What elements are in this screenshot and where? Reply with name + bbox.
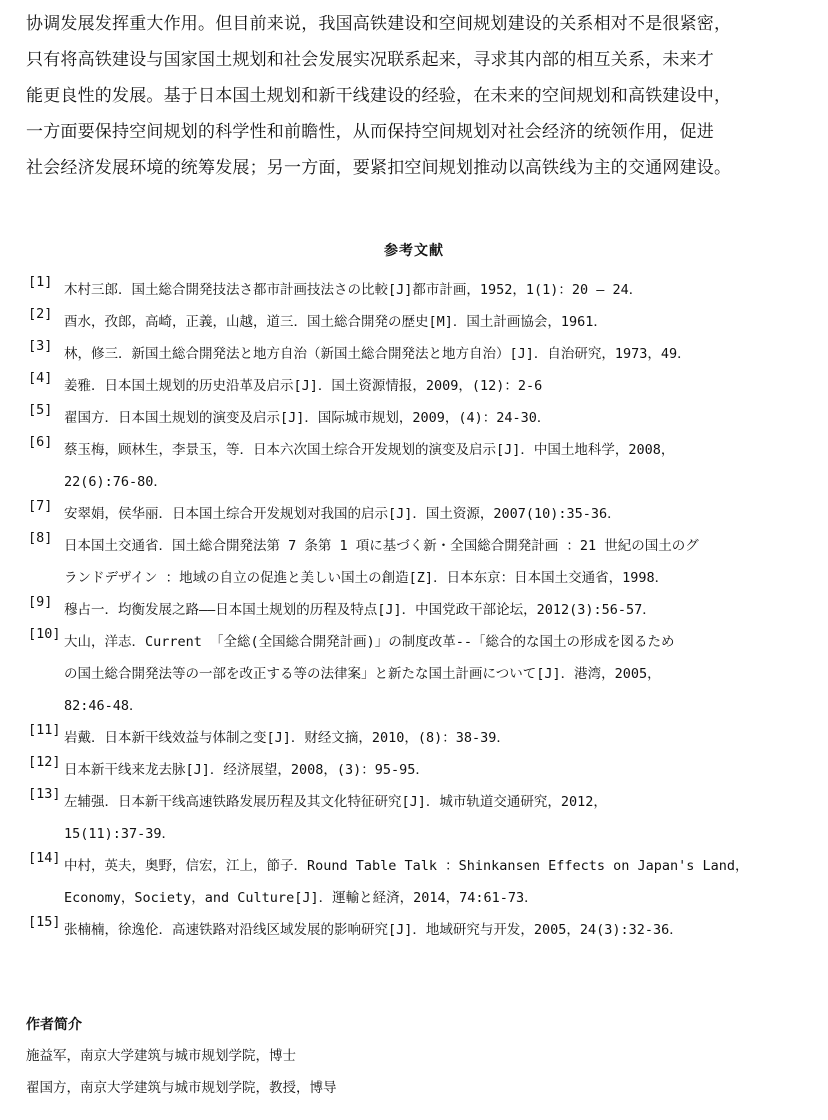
reference-number: [14] [28, 850, 61, 866]
reference-item [28, 626, 818, 722]
reference-text: 22(6):76-80． [64, 474, 167, 490]
reference-text: 日本国土交通省．国土総合開発法第 7 条第 1 項に基づく新・全国総合開発計画 ：21 世紀の国土のグ [64, 538, 699, 554]
reference-number: [1] [28, 274, 53, 290]
reference-item [28, 370, 818, 402]
reference-item [28, 754, 818, 786]
reference-text: 酉水，孜郎，高崎，正義，山越，道三．国土総合開発の歴史[M]．国土計画協会，1961． [64, 314, 607, 330]
reference-item [28, 338, 818, 370]
reference-item [28, 786, 818, 850]
reference-text: 中村，英夫，奥野，信宏，江上，節子．Round Table Talk ：Shinkansen Effects on Japan's Land， [64, 858, 749, 874]
reference-text: 日本新干线来龙去脉[J]．经济展望，2008，(3)：95-95． [64, 762, 429, 778]
reference-number: [12] [28, 754, 61, 770]
author-line: 翟国方，南京大学建筑与城市规划学院，教授，博导 [26, 1080, 337, 1096]
reference-number: [15] [28, 914, 61, 930]
reference-number: [2] [28, 306, 53, 322]
reference-item [28, 274, 818, 306]
reference-item [28, 850, 818, 914]
reference-text: 蔡玉梅，顾林生，李景玉，等．日本六次国土综合开发规划的演变及启示[J]．中国土地科学，2008， [64, 442, 675, 458]
reference-text: 安翠娟，侯华丽．日本国土综合开发规划对我国的启示[J]．国土资源，2007(10):35-36． [64, 506, 621, 522]
author-line: 施益军，南京大学建筑与城市规划学院，博士 [26, 1048, 296, 1064]
reference-text: 张楠楠，徐逸伦．高速铁路对沿线区域发展的影响研究[J]．地域研究与开发，2005，24(3):32-36． [64, 922, 683, 938]
paragraph-line: 只有将高铁建设与国家国土规划和社会发展实况联系起来，寻求其内部的相互关系，未来才 [26, 50, 714, 70]
reference-text: 15(11):37-39． [64, 826, 176, 842]
paragraph-line: 能更良性的发展。基于日本国土规划和新干线建设的经验，在未来的空间规划和高铁建设中， [26, 86, 732, 106]
reference-item [28, 594, 818, 626]
reference-text: 大山，洋志．Current 「全総(全国総合開発計画)」の制度改革--「総合的な国土の形成を図るため [64, 634, 675, 650]
paragraph-line: 一方面要保持空间规划的科学性和前瞻性，从而保持空间规划对社会经济的统领作用，促进 [26, 122, 714, 142]
author-heading: 作者简介 [26, 1017, 82, 1033]
reference-number: [13] [28, 786, 61, 802]
reference-item [28, 498, 818, 530]
reference-text: 翟国方．日本国土规划的演变及启示[J]．国际城市规划，2009，(4)：24-30． [64, 410, 551, 426]
reference-number: [11] [28, 722, 61, 738]
reference-text: 林，修三．新国土総合開発法と地方自治（新国土総合開発法と地方自治）[J]．自治研究，1973，49． [64, 346, 691, 362]
reference-item [28, 402, 818, 434]
reference-text: Economy，Society，and Culture[J]．運輸と経済，2014，74:61-73． [64, 890, 538, 906]
reference-number: [10] [28, 626, 61, 642]
reference-number: [8] [28, 530, 53, 546]
reference-text: 82:46-48． [64, 698, 143, 714]
reference-number: [5] [28, 402, 53, 418]
reference-number: [7] [28, 498, 53, 514]
reference-text: 岩戴．日本新干线效益与体制之变[J]．财经文摘，2010，(8)：38-39． [64, 730, 510, 746]
body-paragraph [26, 6, 806, 186]
paragraph-line: 协调发展发挥重大作用。但目前来说，我国高铁建设和空间规划建设的关系相对不是很紧密， [26, 14, 732, 34]
reference-number: [6] [28, 434, 53, 450]
reference-item [28, 722, 818, 754]
reference-item [28, 914, 818, 946]
references-heading: 参考文献 [384, 243, 444, 259]
reference-number: [4] [28, 370, 53, 386]
references-list [28, 274, 818, 946]
reference-text: ランドデザイン ：地域の自立の促進と美しい国土の創造[Z]．日本东京：日本国土交通省，1998． [64, 570, 669, 586]
reference-text: の国土総合開発法等の一部を改正する等の法律案」と新たな国土計画について[J]．港湾，2005， [64, 666, 661, 682]
reference-item [28, 434, 818, 498]
reference-text: 姜雅．日本国土规划的历史沿革及启示[J]．国土资源情报，2009，(12)：2-6 [64, 378, 543, 394]
reference-text: 穆占一．均衡发展之路——日本国土规划的历程及特点[J]．中国党政干部论坛，2012(3):56-57． [64, 602, 656, 618]
reference-item [28, 306, 818, 338]
reference-text: 木村三郎．国土総合開発技法さ都市計画技法さの比較[J]都市計画，1952，1(1)：20 — 24． [64, 282, 643, 298]
reference-number: [9] [28, 594, 53, 610]
reference-text: 左辅强．日本新干线高速铁路发展历程及其文化特征研究[J]．城市轨道交通研究，2012， [64, 794, 607, 810]
reference-item [28, 530, 818, 594]
paragraph-line: 社会经济发展环境的统筹发展；另一方面，要紧扣空间规划推动以高铁线为主的交通网建设。 [26, 158, 732, 178]
reference-number: [3] [28, 338, 53, 354]
author-info [26, 1010, 806, 1104]
